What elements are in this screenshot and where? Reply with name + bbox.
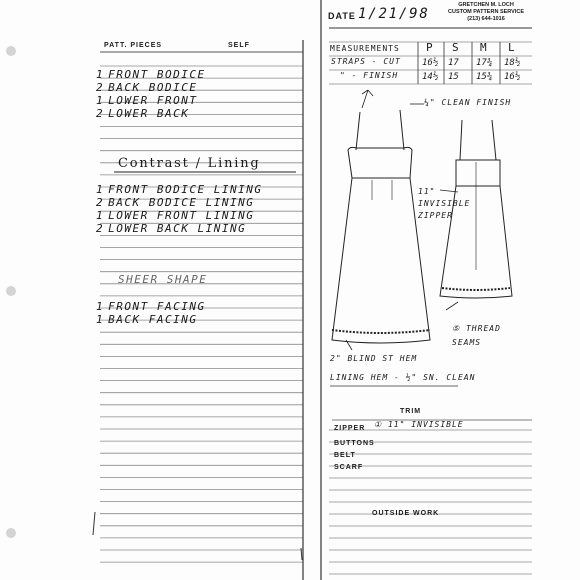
piece-item xyxy=(96,94,197,107)
measurement-value: 17¾ xyxy=(476,58,493,68)
measurement-value: 14½ xyxy=(422,72,439,82)
piece-name: FRONT BODICE xyxy=(108,68,206,81)
piece-count: 1 xyxy=(96,94,105,107)
trim-title: TRIM xyxy=(400,408,422,415)
trim-zipper-note: ① 11" INVISIBLE xyxy=(374,420,464,429)
contrast-lining-heading: Contrast / Lining xyxy=(118,156,261,171)
measurement-value: 18½ xyxy=(504,58,521,68)
stamp-service: CUSTOM PATTERN SERVICE xyxy=(448,9,524,15)
dress-sketch-front xyxy=(332,110,430,343)
piece-item xyxy=(96,300,206,313)
measurement-value: 15¾ xyxy=(476,72,493,82)
column-header-self: SELF xyxy=(228,42,250,49)
size-header: M xyxy=(480,41,489,54)
piece-count: 1 xyxy=(96,68,105,81)
company-stamp xyxy=(430,2,542,23)
measurement-row-label: " - FINISH xyxy=(340,71,399,80)
piece-count: 2 xyxy=(96,196,105,209)
size-header: P xyxy=(426,41,435,54)
piece-item xyxy=(96,68,206,81)
piece-count: 1 xyxy=(96,300,105,313)
piece-item xyxy=(96,107,189,120)
size-header: L xyxy=(508,41,517,54)
piece-count: 2 xyxy=(96,81,105,94)
sheer-shape-heading: SHEER SHAPE xyxy=(118,273,208,286)
note-clean-finish: ¼" CLEAN FINISH xyxy=(424,98,512,107)
piece-name: LOWER BACK xyxy=(108,107,190,120)
piece-item xyxy=(96,209,254,222)
piece-count: 1 xyxy=(96,183,105,196)
piece-item xyxy=(96,81,197,94)
piece-count: 2 xyxy=(96,107,105,120)
piece-name: LOWER BACK LINING xyxy=(108,222,247,235)
trim-item: BUTTONS xyxy=(334,440,375,447)
piece-name: FRONT FACING xyxy=(108,300,206,313)
piece-item xyxy=(96,222,246,235)
stamp-phone: (213) 644-1016 xyxy=(467,16,505,22)
measurements-label: MEASUREMENTS xyxy=(330,44,400,53)
piece-name: LOWER FRONT xyxy=(108,94,198,107)
outside-work-label: OUTSIDE WORK xyxy=(372,510,440,517)
piece-count: 1 xyxy=(96,313,105,326)
trim-item: SCARF xyxy=(334,464,364,471)
measurement-row-label: STRAPS - CUT xyxy=(331,57,401,66)
piece-name: FRONT BODICE LINING xyxy=(108,183,263,196)
piece-count: 1 xyxy=(96,209,105,222)
size-header: S xyxy=(452,41,461,54)
piece-name: BACK BODICE LINING xyxy=(108,196,255,209)
measurement-value: 16½ xyxy=(504,72,521,82)
trim-item: BELT xyxy=(334,452,356,459)
piece-item xyxy=(96,313,197,326)
piece-name: LOWER FRONT LINING xyxy=(108,209,255,222)
note-lining-hem: LINING HEM - ½" SN. CLEAN xyxy=(330,373,476,382)
piece-item xyxy=(96,183,262,196)
note-thread-seams: ⑤ THREAD SEAMS xyxy=(452,324,501,347)
measurement-value: 16½ xyxy=(422,58,439,68)
trim-zipper-label: ZIPPER xyxy=(334,425,366,432)
date-value: 1/21/98 xyxy=(358,6,430,22)
measurement-value: 17 xyxy=(448,58,459,68)
measurement-value: 15 xyxy=(448,72,459,82)
stamp-name: GRETCHEN M. LOCH xyxy=(458,2,514,8)
date-label: DATE xyxy=(328,11,356,21)
piece-item xyxy=(96,196,254,209)
piece-name: BACK FACING xyxy=(108,313,198,326)
piece-count: 2 xyxy=(96,222,105,235)
piece-name: BACK BODICE xyxy=(108,81,198,94)
note-blind-hem: 2" BLIND ST HEM xyxy=(330,354,418,363)
column-header-pieces: PATT. PIECES xyxy=(104,42,163,49)
note-zipper: 11" INVISIBLE ZIPPER xyxy=(418,187,471,220)
